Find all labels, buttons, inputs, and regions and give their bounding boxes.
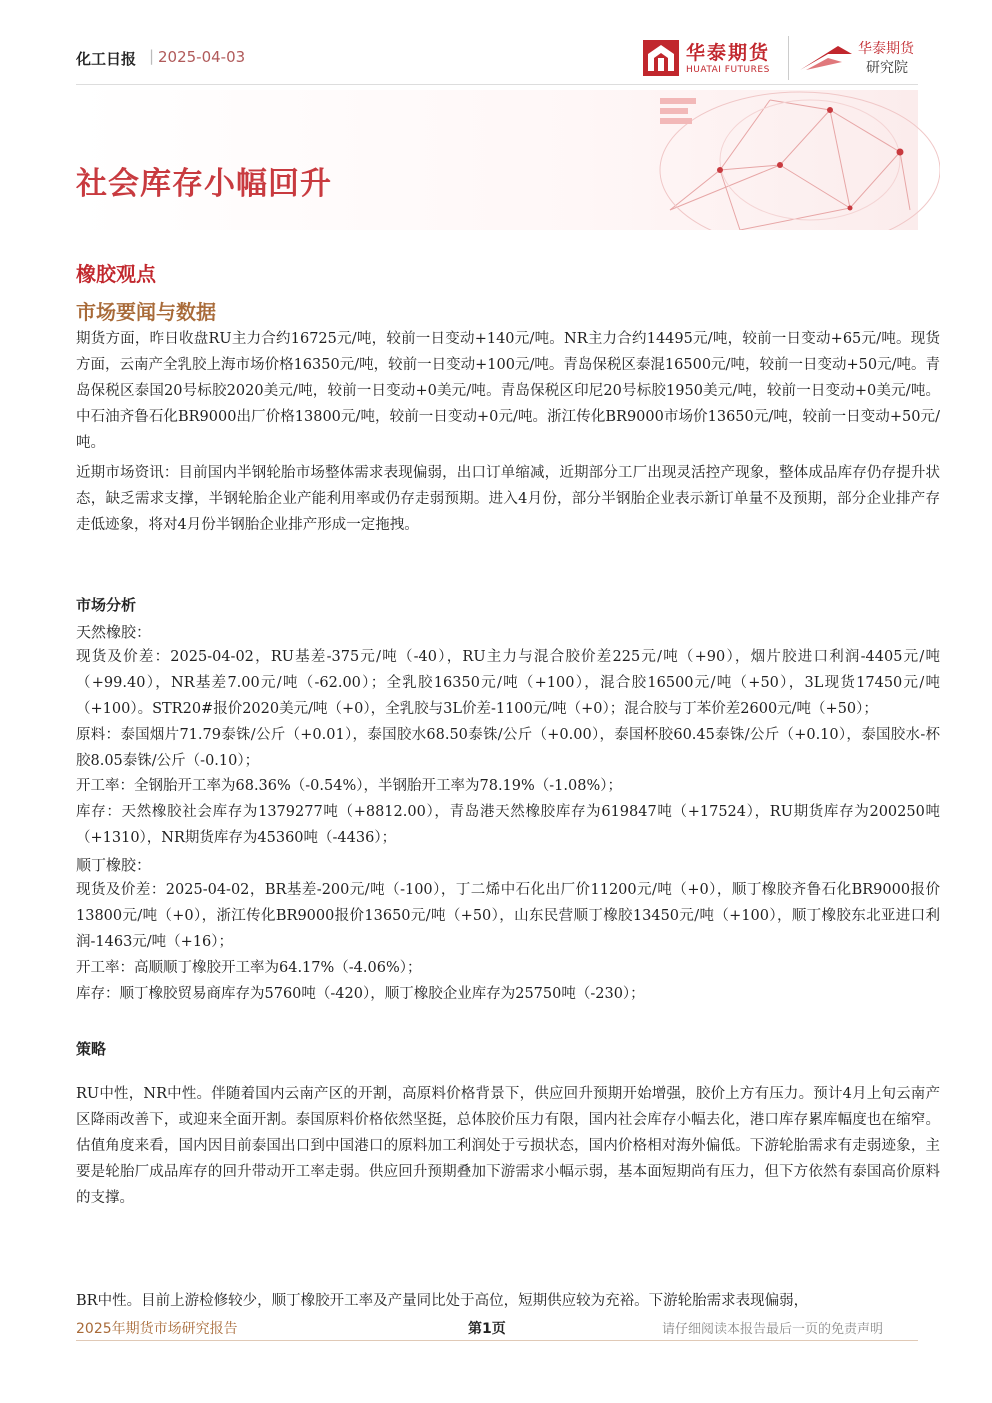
section-subtitle: 市场要闻与数据 (76, 300, 216, 324)
page-header (0, 0, 992, 90)
institute-logo-icon (798, 40, 854, 76)
institute-subname: 研究院 (866, 60, 908, 76)
logo-name: 华泰期货 (686, 42, 771, 64)
report-date: 2025-04-03 (158, 48, 246, 66)
news-paragraph: 期货方面，昨日收盘RU主力合约16725元/吨，较前一日变动+140元/吨。NR主力合约14495元/吨，较前一日变动+65元/吨。现货方面，云南产全乳胶上海市场价格16350元/吨，较前一日变动+100元/吨。青岛保税区泰混16500元/吨，较前一日变动+50元/吨。青岛保税区泰国20号标胶2020美元/吨，较前一日变动+0美元/吨。青岛保税区印尼20号标胶1950美元/吨，较前一日变动+0美元/吨。中石油齐鲁石化BR9000出厂价格13800元/吨，较前一日变动+0元/吨。浙江传化BR9000市场价13650元/吨，较前一日变动+50元/吨。 (76, 331, 940, 451)
footer-disclaimer: 请仔细阅读本报告最后一页的免责声明 (662, 1322, 884, 1337)
institute-name: 华泰期货 (858, 41, 914, 57)
butadiene-rubber-label: 顺丁橡胶： (76, 856, 152, 874)
report-title: 社会库存小幅回升 (76, 166, 332, 202)
title-banner (0, 90, 992, 240)
strategy-heading: 策略 (76, 1040, 107, 1058)
footer-page-number: 第1页 (468, 1321, 506, 1337)
analysis-line: 库存：天然橡胶社会库存为1379277吨（+8812.00），青岛港天然橡胶库存为619847吨（+17524），RU期货库存为200250吨（+1310），NR期货库存为45360吨（-4436）； (76, 804, 940, 846)
analysis-line: 开工率：高顺顺丁橡胶开工率为64.17%（-4.06%）； (76, 960, 422, 976)
natural-rubber-label: 天然橡胶： (76, 623, 152, 641)
header-separator: | (149, 47, 155, 65)
analysis-line: 开工率：全钢胎开工率为68.36%（-0.54%），半钢胎开工率为78.19%（-1.08%）； (76, 778, 622, 794)
network-graphic-icon (640, 90, 940, 230)
footer-divider (76, 1340, 918, 1341)
report-type: 化工日报 (76, 50, 137, 68)
logo-subtitle: HUATAI FUTURES (686, 65, 770, 75)
logo-divider (788, 36, 789, 80)
strategy-paragraph: BR中性。目前上游检修较少，顺丁橡胶开工率及产量同比处于高位，短期供应较为充裕。下游轮胎需求表现偏弱， (76, 1288, 940, 1314)
analysis-heading: 市场分析 (76, 596, 137, 614)
strategy-paragraph: RU中性，NR中性。伴随着国内云南产区的开割，高原料价格背景下，供应回升预期开始增强，胶价上方有压力。预计4月上旬云南产区降雨改善下，或迎来全面开割。泰国原料价格依然坚挺，总体胶价压力有限，国内社会库存小幅去化，港口库存累库幅度也在缩窄。估值角度来看，国内因目前泰国出口到中国港口的原料加工利润处于亏损状态，国内价格相对海外偏低。下游轮胎需求有走弱迹象，主要是轮胎厂成品库存的回升带动开工率走弱。供应回升预期叠加下游需求小幅示弱，基本面短期尚有压力，但下方依然有泰国高价原料的支撑。 (76, 1086, 940, 1206)
huatai-logo-icon (643, 40, 679, 76)
analysis-line: 现货及价差：2025-04-02，BR基差-200元/吨（-100），丁二烯中石化出厂价11200元/吨（+0），顺丁橡胶齐鲁石化BR9000报价13800元/吨（+0），浙江传化BR9000报价13650元/吨（+50），山东民营顺丁橡胶13450元/吨（+100），顺丁橡胶东北亚进口利润-1463元/吨（+16）； (76, 882, 940, 950)
footer-report-name: 2025年期货市场研究报告 (76, 1321, 238, 1337)
analysis-line: 库存：顺丁橡胶贸易商库存为5760吨（-420），顺丁橡胶企业库存为25750吨（-230）； (76, 986, 645, 1002)
analysis-line: 现货及价差：2025-04-02，RU基差-375元/吨（-40），RU主力与混合胶价差225元/吨（+90），烟片胶进口利润-4405元/吨（+99.40），NR基差7.00元/吨（-62.00）；全乳胶16350元/吨（+100），混合胶16500元/吨（+50），3L现货17450元/吨（+100）。STR20#报价2020美元/吨（+0），全乳胶与3L价差-1100元/吨（+0）；混合胶与丁苯价差2600元/吨（+50）； (76, 649, 940, 717)
header-divider (76, 84, 918, 85)
section-title: 橡胶观点 (76, 262, 156, 286)
analysis-line: 原料：泰国烟片71.79泰铢/公斤（+0.01），泰国胶水68.50泰铢/公斤（+0.00），泰国杯胶60.45泰铢/公斤（+0.10），泰国胶水-杯胶8.05泰铢/公斤（-0.10）； (76, 727, 940, 769)
news-paragraph: 近期市场资讯：目前国内半钢轮胎市场整体需求表现偏弱，出口订单缩减，近期部分工厂出现灵活控产现象，整体成品库存仍存提升状态，缺乏需求支撑，半钢轮胎企业产能利用率或仍存走弱预期。进入4月份，部分半钢胎企业表示新订单量不及预期，部分企业排产存走低迹象，将对4月份半钢胎企业排产形成一定拖拽。 (76, 465, 940, 533)
